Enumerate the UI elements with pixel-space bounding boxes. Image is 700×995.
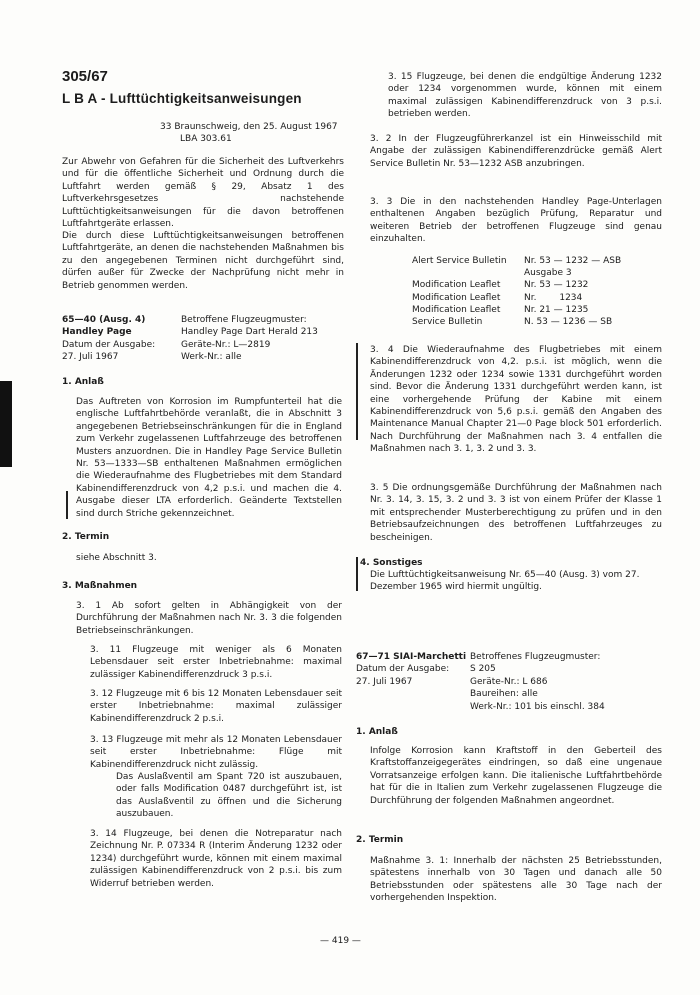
ad2-date: 27. Juli 1967 <box>356 676 413 687</box>
document-ref: Nr. 1234 <box>524 292 583 303</box>
ad1-date: 27. Juli 1967 <box>62 352 119 363</box>
document-name: Alert Service Bulletin <box>412 256 507 266</box>
document-ref: Nr. 21 — 1235 <box>524 304 589 315</box>
document-row <box>412 292 621 304</box>
document-row <box>412 267 621 279</box>
measure-3-5: 3. 5 Die ordnungsgemäße Durchführung der Maßnahmen nach Nr. 3. 14, 3. 15, 3. 2 und 3. 3 ist von einem Prüfer der Klasse 1 mit entsprechender Musterberechtigung zu prüfen und in den Betriebsaufzeichnungen des betroffenen Luftfahrzeuges zu bescheinigen. <box>370 483 662 543</box>
ad1-maker: Handley Page <box>62 327 132 338</box>
ad1-section1-title: 1. Anlaß <box>62 377 104 387</box>
measure-3-13a: 3. 13 Flugzeuge mit mehr als 12 Monaten Lebensdauer seit erster Inbetriebnahme: Flüge mit Kabinendifferenzdruck nicht zulässig. <box>90 735 342 770</box>
document-ref: N. 53 — 1236 — SB <box>524 317 613 328</box>
measure-3-2: 3. 2 In der Flugzeugführerkanzel ist ein Hinweisschild mit Angabe der zulässigen Kabinendifferenzdrücke gemäß Alert Service Bulletin Nr. 53—1232 ASB anzubringen. <box>370 134 662 169</box>
ad1-section2-text: siehe Abschnitt 3. <box>76 553 157 563</box>
reference-number: LBA 303.61 <box>180 134 232 145</box>
ad2-model-label: Betroffenes Flugzeugmuster: <box>470 652 601 662</box>
change-bar <box>66 491 68 519</box>
ad2-section2-title: 2. Termin <box>356 835 404 845</box>
measure-3-3: 3. 3 Die in den nachstehenden Handley Page-Unterlagen enthaltenen Angaben bezüglich Prüfung, Reparatur und weiteren Betrieb der betroffenen Flugzeuge sind genau einzuhalten. <box>370 197 662 245</box>
ad1-serial: Geräte-Nr.: L—2819 <box>181 339 271 350</box>
measure-3-11: 3. 11 Flugzeuge mit weniger als 6 Monaten Lebensdauer seit erster Inbetriebnahme: maximal zulässiger Kabinendifferenzdruck 3 p.s.i. <box>90 645 342 680</box>
document-name: Service Bulletin <box>412 317 483 328</box>
document-name <box>412 267 524 279</box>
ad2-series: Baureihen: alle <box>470 689 538 700</box>
ad1-section2-title: 2. Termin <box>62 532 110 542</box>
margin-bookmark <box>0 381 12 467</box>
ad1-section3-title: 3. Maßnahmen <box>62 581 138 591</box>
measure-3-13b: Das Auslaßventil am Spant 720 ist auszubauen, oder falls Modification 0487 durchgeführt ist, ist das Auslaßventil zu öffnen und die Sicherung auszubauen. <box>116 772 342 820</box>
ad1-section1-text: Das Auftreten von Korrosion im Rumpfunterteil hat die englische Luftfahrtbehörde veranlaßt, die in Abschnitt 3 angegebenen Betriebseinschränkungen für die in England zum Verkehr zugelassenen Luftfahrzeuge des betroffenen Musters anzuordnen. Die in Handley Page Service Bulletin Nr. 53—1333—SB enthaltenen Maßnahmen ermöglichen die Wiederaufnahme des Flugbetriebes mit dem Standard Kabinendifferenzdruck von 4,2 p.s.i. und machen die 4. Ausgabe dieser LTA erforderlich. Geänderte Textstellen sind durch Striche gekennzeichnet. <box>76 397 342 519</box>
ad1-model: Handley Page Dart Herald 213 <box>181 327 318 338</box>
change-bar <box>356 557 358 591</box>
page-number: — 419 — <box>320 936 361 946</box>
place-date: 33 Braunschweig, den 25. August 1967 <box>160 122 338 132</box>
documents-table <box>412 255 621 328</box>
document-ref: Ausgabe 3 <box>524 268 572 279</box>
document-row <box>412 304 621 316</box>
ad2-date-label: Datum der Ausgabe: <box>356 664 450 675</box>
ad2-model: S 205 <box>470 664 496 675</box>
ad1-section4-title: 4. Sonstiges <box>360 558 423 568</box>
ad1-werk: Werk-Nr.: alle <box>181 352 242 363</box>
issue-number: 305/67 <box>62 68 108 85</box>
document-ref: Nr. 53 — 1232 — ASB <box>524 256 622 266</box>
page-title: L B A - Lufttüchtigkeitsanweisungen <box>62 91 302 106</box>
change-bar <box>356 343 358 440</box>
document-row <box>412 255 621 267</box>
ad1-header-left <box>62 314 182 364</box>
ad2-werk: Werk-Nr.: 101 bis einschl. 384 <box>470 701 605 712</box>
dateline <box>160 121 340 146</box>
ad1-section4-text: Die Lufttüchtigkeitsanweisung Nr. 65—40 (Ausg. 3) vom 27. Dezember 1965 wird hiermit ungültig. <box>370 570 640 593</box>
ad2-serial: Geräte-Nr.: L 686 <box>470 676 548 687</box>
document-ref: Nr. 53 — 1232 <box>524 280 589 291</box>
measure-3-14: 3. 14 Flugzeuge, bei denen die Notreparatur nach Zeichnung Nr. P. 07334 R (Interim Änderung 1232 oder 1234) durchgeführt wurde, können mit einem maximal zulässigen Kabinendifferenzdruck von 2 p.s.i. bis zum Widerruf betrieben werden. <box>90 829 342 889</box>
measure-3-1: 3. 1 Ab sofort gelten in Abhängigkeit von der Durchführung der Maßnahmen nach Nr. 3. 3 die folgenden Betriebseinschränkungen. <box>76 601 342 636</box>
measure-3-12: 3. 12 Flugzeuge mit 6 bis 12 Monaten Lebensdauer seit erster Inbetriebnahme: maximal zulässiger Kabinendifferenzdruck 2 p.s.i. <box>90 689 342 724</box>
intro-paragraph-1: Zur Abwehr von Gefahren für die Sicherheit des Luftverkehrs und für die öffentliche Sicherheit und Ordnung durch die Luftfahrt werden gemäß § 29, Absatz 1 des Luftverkehrsgesetzes nachstehende Lufttüchtigkeitsanweisungen für die davon betroffenen Luftfahrtgeräte erlassen. <box>62 157 344 230</box>
ad1-header-right <box>181 314 346 364</box>
measure-3-4: 3. 4 Die Wiederaufnahme des Flugbetriebes mit einem Kabinendifferenzdruck von 4,2. p.s.i. ist möglich, wenn die Änderungen 1232 oder 1234 sowie 1331 durchgeführt worden sind. Bevor die Änderung 1331 durchgeführt werden kann, ist eine vorhergehende Prüfung der Kabine mit einem Kabinendifferenzdruck von 5,6 p.s.i. gemäß den Angaben des Maintenance Manual Chapter 21—0 Page block 501 erforderlich. Nach Durchführung der Maßnahmen nach 3. 4 entfallen die Maßnahmen nach 3. 1, 3. 2 und 3. 3. <box>370 345 662 455</box>
ad1-model-label: Betroffene Flugzeugmuster: <box>181 315 307 325</box>
ad1-date-label: Datum der Ausgabe: <box>62 339 156 350</box>
document-name: Modification Leaflet <box>412 280 501 291</box>
document-name: Modification Leaflet <box>412 292 501 303</box>
ad2-section1-text: Infolge Korrosion kann Kraftstoff in den Geberteil des Kraftstoffanzeigegerätes eindringen, so daß eine ungenaue Vorratsanzeige erfolgen kann. Die italienische Luftfahrtbehörde hat für die in Italien zum Verkehr zugelassenen Flugzeuge die Durchführung der folgenden Maßnahmen angeordnet. <box>370 746 662 806</box>
document-row <box>412 316 621 328</box>
measure-3-15: 3. 15 Flugzeuge, bei denen die endgültige Änderung 1232 oder 1234 vorgenommen wurde, können mit einem maximal zulässigen Kabinendifferenzdruck von 3 p.s.i. betrieben werden. <box>388 72 662 120</box>
ad2-section2-text: Maßnahme 3. 1: Innerhalb der nächsten 25 Betriebsstunden, spätestens innerhalb von 30 Tagen und danach alle 50 Betriebsstunden oder spätestens alle 30 Tage nach der vorhergehenden Inspektion. <box>370 856 662 904</box>
ad2-number: 67—71 SIAI-Marchetti <box>356 652 467 662</box>
ad2-section1-title: 1. Anlaß <box>356 727 398 737</box>
ad2-header-right <box>470 651 670 713</box>
ad1-number: 65—40 (Ausg. 4) <box>62 315 146 325</box>
intro-paragraph-2: Die durch diese Lufttüchtigkeitsanweisungen betroffenen Luftfahrtgeräte, an denen die nachstehenden Maßnahmen bis zu den angegebenen Terminen nicht durchgeführt sind, dürfen außer für Zwecke der Nachprüfung nicht mehr in Betrieb genommen werden. <box>62 231 344 291</box>
document-name: Modification Leaflet <box>412 304 501 315</box>
document-row <box>412 279 621 291</box>
ad2-header-left <box>356 651 474 688</box>
